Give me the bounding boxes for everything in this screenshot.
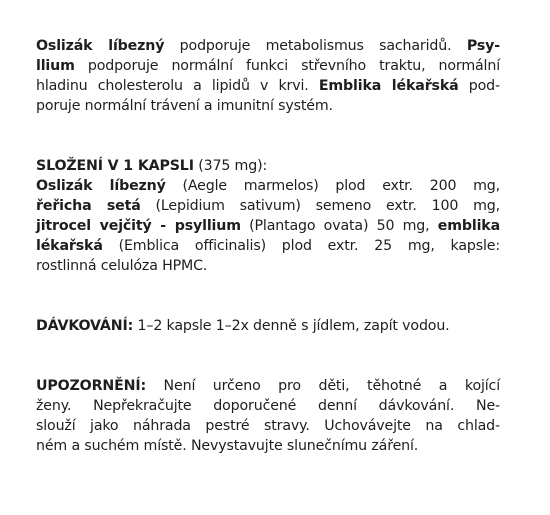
text: (Lepidium sativum) semeno extr. 100 mg, xyxy=(140,198,500,214)
text: pod- xyxy=(458,78,500,94)
intro-paragraph xyxy=(36,36,500,116)
text: ném a suchém místě. Nevystavujte slunečnímu záření. xyxy=(36,438,419,454)
warning-line xyxy=(36,436,500,456)
intro-line xyxy=(36,56,500,76)
ingredient-name: Oslizák líbezný xyxy=(36,38,165,54)
text: slouží jako náhrada pestré stravy. Uchovávejte na chlad- xyxy=(36,418,500,434)
label-text xyxy=(36,36,500,456)
warning-line xyxy=(36,376,500,396)
text: podporuje metabolismus sacharidů. xyxy=(164,38,467,54)
dosage-paragraph xyxy=(36,316,500,336)
text: Není určeno pro děti, těhotné a kojící xyxy=(146,378,500,394)
ingredient-name: lékařská xyxy=(36,238,103,254)
text: rostlinná celulóza HPMC. xyxy=(36,258,208,274)
text: podporuje normální funkci střevního traktu, normální xyxy=(74,58,500,74)
text: hladinu cholesterolu a lipidů v krvi. xyxy=(36,78,319,94)
text: (375 mg): xyxy=(193,158,268,174)
intro-line xyxy=(36,96,500,116)
composition-line xyxy=(36,176,500,196)
ingredient-name: řeřicha setá xyxy=(36,198,141,214)
text: poruje normální trávení a imunitní systém. xyxy=(36,98,333,114)
ingredient-name: Emblika lékařská xyxy=(318,78,459,94)
section-heading: DÁVKOVÁNÍ: xyxy=(36,318,134,334)
text: (Plantago ovata) 50 mg, xyxy=(240,218,438,234)
composition-heading xyxy=(36,156,500,176)
ingredient-name: Psy- xyxy=(466,38,500,54)
text: (Aegle marmelos) plod extr. 200 mg, xyxy=(165,178,500,194)
composition-line xyxy=(36,196,500,216)
dosage-line xyxy=(36,316,500,336)
composition-line xyxy=(36,236,500,256)
composition-paragraph xyxy=(36,156,500,276)
intro-line xyxy=(36,36,500,56)
text: 1–2 kapsle 1–2x denně s jídlem, zapít vodou. xyxy=(133,318,450,334)
section-heading: SLOŽENÍ V 1 KAPSLI xyxy=(36,158,194,174)
composition-line xyxy=(36,256,500,276)
ingredient-name: jitrocel vejčitý - psyllium xyxy=(36,218,241,234)
warning-line xyxy=(36,416,500,436)
text: (Emblica officinalis) plod extr. 25 mg, kapsle: xyxy=(102,238,500,254)
text: ženy. Nepřekračujte doporučené denní dávkování. Ne- xyxy=(36,398,500,414)
ingredient-name: llium xyxy=(36,58,75,74)
warning-line xyxy=(36,396,500,416)
ingredient-name: emblika xyxy=(437,218,500,234)
intro-line xyxy=(36,76,500,96)
section-heading: UPOZORNĚNÍ: xyxy=(36,378,146,394)
composition-line xyxy=(36,216,500,236)
ingredient-name: Oslizák líbezný xyxy=(36,178,166,194)
warning-paragraph xyxy=(36,376,500,456)
